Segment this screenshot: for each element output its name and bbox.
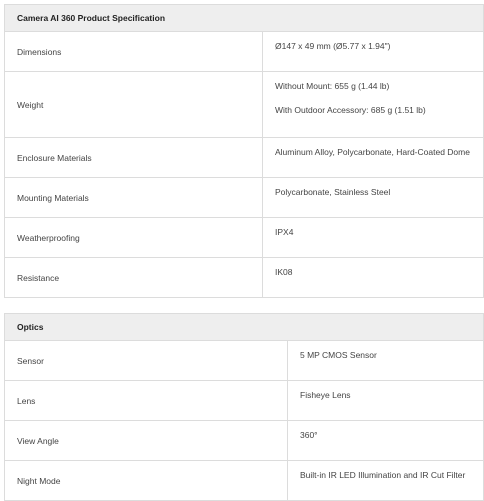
- row-value-lens: [288, 381, 483, 420]
- row-label-sensor: Sensor: [5, 341, 288, 380]
- table-row: [5, 381, 483, 421]
- value-text: 5 MP CMOS Sensor: [300, 350, 377, 360]
- row-value-mounting-materials: [263, 178, 483, 217]
- value-text: Fisheye Lens: [300, 390, 351, 400]
- value-text: Aluminum Alloy, Polycarbonate, Hard-Coated Dome: [275, 147, 470, 157]
- value-text: IPX4: [275, 227, 294, 237]
- table-row: [5, 32, 483, 72]
- table-row: [5, 218, 483, 258]
- row-label-night-mode: Night Mode: [5, 461, 288, 500]
- row-label-resistance: Resistance: [5, 258, 263, 297]
- table-row: [5, 178, 483, 218]
- row-label-enclosure-materials: Enclosure Materials: [5, 138, 263, 177]
- table-row: [5, 258, 483, 298]
- row-label-dimensions: Dimensions: [5, 32, 263, 71]
- value-text: 360°: [300, 430, 318, 440]
- product-spec-header: Camera AI 360 Product Specification: [5, 4, 483, 32]
- row-value-dimensions: [263, 32, 483, 71]
- value-text: Without Mount: 655 g (1.44 lb): [275, 81, 390, 91]
- row-label-lens: Lens: [5, 381, 288, 420]
- value-text: Built-in IR LED Illumination and IR Cut Filter: [300, 470, 466, 480]
- row-label-mounting-materials: Mounting Materials: [5, 178, 263, 217]
- row-value-weight: [263, 72, 483, 137]
- optics-table: [4, 313, 484, 501]
- row-label-view-angle: View Angle: [5, 421, 288, 460]
- value-text: Polycarbonate, Stainless Steel: [275, 187, 391, 197]
- table-row: [5, 421, 483, 461]
- table-row: [5, 138, 483, 178]
- row-value-night-mode: [288, 461, 483, 500]
- row-label-weatherproofing: Weatherproofing: [5, 218, 263, 257]
- value-text: IK08: [275, 267, 293, 277]
- table-row: [5, 72, 483, 138]
- row-label-weight: Weight: [5, 72, 263, 137]
- value-text: Ø147 x 49 mm (Ø5.77 x 1.94"): [275, 41, 391, 51]
- row-value-sensor: [288, 341, 483, 380]
- product-spec-table: [4, 4, 484, 298]
- row-value-view-angle: [288, 421, 483, 460]
- table-row: [5, 461, 483, 501]
- optics-header: Optics: [5, 313, 483, 341]
- row-value-weatherproofing: [263, 218, 483, 257]
- table-row: [5, 341, 483, 381]
- row-value-resistance: [263, 258, 483, 297]
- row-value-enclosure-materials: [263, 138, 483, 177]
- value-text: With Outdoor Accessory: 685 g (1.51 lb): [275, 105, 426, 115]
